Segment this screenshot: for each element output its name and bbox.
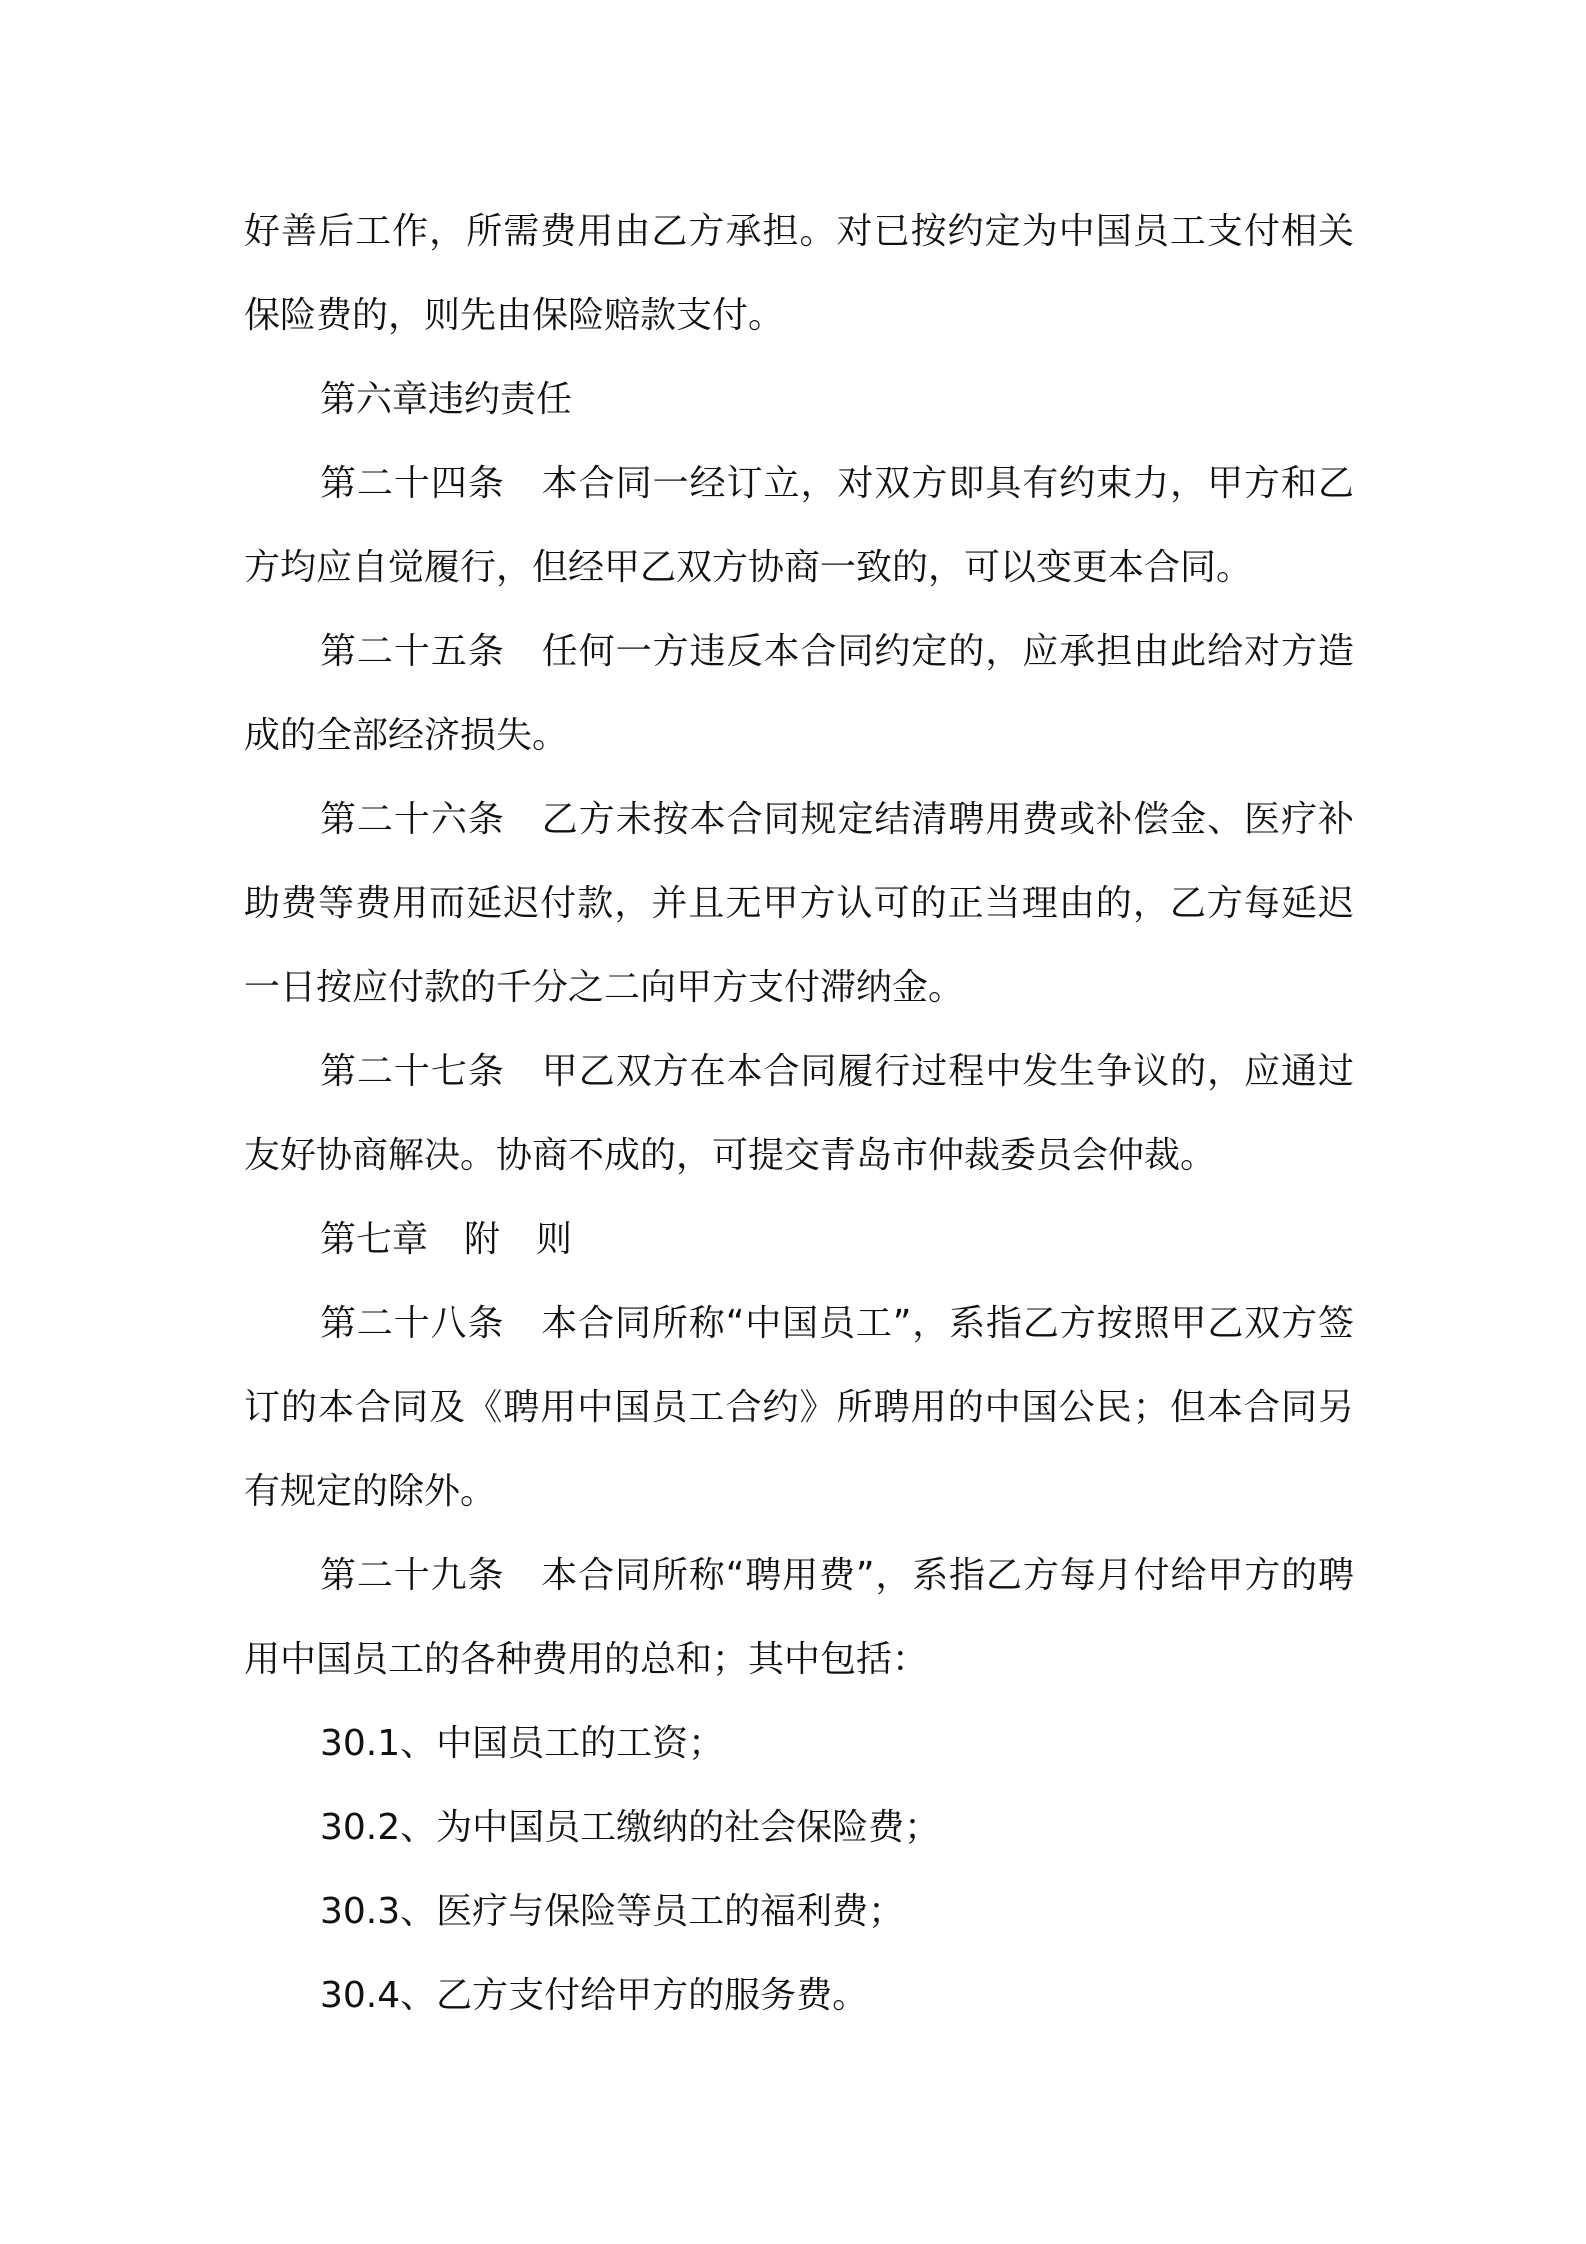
- list-item-30-4: [244, 1954, 1354, 2038]
- article-27: [244, 1030, 1354, 1198]
- list-item-text: 30.2、为中国员工缴纳的社会保险费；: [320, 1807, 941, 1848]
- article-text: 任何一方违反本合同约定的，应承担由此给对方造成的全部经济损失。: [244, 631, 1354, 756]
- chapter-title: 第六章违约责任: [320, 379, 573, 420]
- article-text: 本合同所称“聘用费”，系指乙方每月付给甲方的聘用中国员工的各种费用的总和；其中包括：: [244, 1555, 1354, 1680]
- document-body: [244, 190, 1354, 2038]
- article-text: 本合同所称“中国员工”，系指乙方按照甲乙双方签订的本合同及《聘用中国员工合约》所聘用的中国公民；但本合同另有规定的除外。: [244, 1303, 1354, 1512]
- article-29: [244, 1534, 1354, 1702]
- article-28: [244, 1282, 1354, 1534]
- article-text: 乙方未按本合同规定结清聘用费或补偿金、医疗补助费等费用而延迟付款，并且无甲方认可的正当理由的，乙方每延迟一日按应付款的千分之二向甲方支付滞纳金。: [244, 799, 1354, 1008]
- list-item-30-2: [244, 1786, 1354, 1870]
- paragraph-continuation: [244, 190, 1354, 358]
- article-number: 第二十五条: [320, 631, 505, 672]
- article-24: [244, 442, 1354, 610]
- article-text: 甲乙双方在本合同履行过程中发生争议的，应通过友好协商解决。协商不成的，可提交青岛市仲裁委员会仲裁。: [244, 1051, 1354, 1176]
- article-number: 第二十六条: [320, 799, 505, 840]
- chapter-heading-6: [244, 358, 1354, 442]
- article-number: 第二十七条: [320, 1051, 505, 1092]
- chapter-title: 第七章 附 则: [320, 1219, 573, 1260]
- article-26: [244, 778, 1354, 1030]
- list-item-30-3: [244, 1870, 1354, 1954]
- list-item-text: 30.4、乙方支付给甲方的服务费。: [320, 1975, 869, 2016]
- article-number: 第二十四条: [320, 463, 505, 504]
- chapter-heading-7: [244, 1198, 1354, 1282]
- paragraph-text: 好善后工作，所需费用由乙方承担。对已按约定为中国员工支付相关保险费的，则先由保险赔款支付。: [244, 211, 1354, 336]
- article-number: 第二十九条: [320, 1555, 505, 1596]
- list-item-30-1: [244, 1702, 1354, 1786]
- article-text: 本合同一经订立，对双方即具有约束力，甲方和乙方均应自觉履行，但经甲乙双方协商一致的，可以变更本合同。: [244, 463, 1354, 588]
- list-item-text: 30.1、中国员工的工资；: [320, 1723, 725, 1764]
- article-number: 第二十八条: [320, 1303, 505, 1344]
- list-item-text: 30.3、医疗与保险等员工的福利费；: [320, 1891, 905, 1932]
- article-25: [244, 610, 1354, 778]
